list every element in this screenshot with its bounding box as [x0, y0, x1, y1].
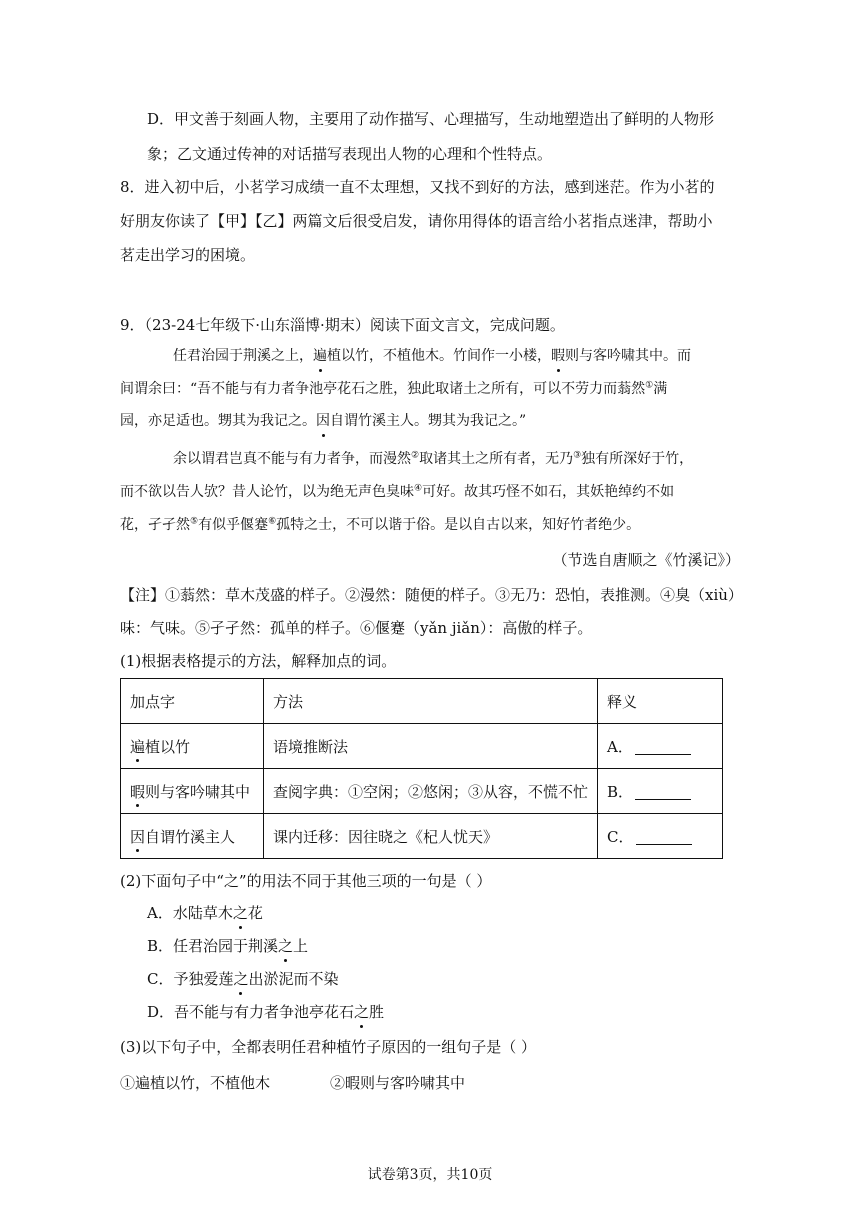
emphasis-char: 之 — [354, 1003, 370, 1021]
table-cell-word: 因自谓竹溪主人 — [121, 814, 264, 859]
q9-sub2-option-a[interactable]: A．水陆草木之花 — [147, 904, 263, 922]
q9-sub3-option-1[interactable]: ①遍植以竹，不植他木 — [120, 1074, 271, 1092]
table-header-row — [121, 679, 723, 724]
q9-notes-line1: 【注】①蓊然：草木茂盛的样子。②漫然：随便的样子。③无乃：恐怕，表推测。④臭（xiù） — [120, 586, 743, 604]
q7-option-d-line1: D．甲文善于刻画人物，主要用了动作描写、心理描写，生动地塑造出了鲜明的人物形 — [147, 110, 715, 128]
table-row — [121, 814, 723, 859]
q9-sub2-option-c[interactable]: C．予独爱莲之出淤泥而不染 — [147, 970, 339, 988]
q8-line2: 好朋友你读了【甲】【乙】两篇文后很受启发，请你用得体的语言给小茗指点迷津，帮助小 — [120, 212, 713, 230]
emphasis-char: 暇 — [130, 782, 146, 801]
table-row — [121, 769, 723, 814]
q9-sub1-prompt: (1)根据表格提示的方法，解释加点的词。 — [120, 652, 397, 670]
table-header-cell: 释义 — [598, 679, 723, 724]
q9-sub3-prompt: (3)以下句子中，全都表明任君种植竹子原因的一组句子是（ ） — [120, 1038, 537, 1056]
q9-notes-line2: 味：气味。⑤孑孑然：孤单的样子。⑥偃蹇（yǎn jiǎn）：高傲的样子。 — [120, 619, 593, 637]
q9-answer-table — [120, 678, 723, 859]
emphasis-char: 遍 — [130, 737, 146, 756]
table-cell-method: 语境推断法 — [264, 724, 598, 769]
q9-sub2-option-d[interactable]: D．吾不能与有力者争池亭花石之胜 — [147, 1003, 385, 1021]
q9-passage-p2-line2: 而不欲以告人欤？昔人论竹，以为绝无声色臭味④可好。故其巧怪不如石，其妖艳绰约不如 — [120, 483, 675, 500]
table-cell-answer[interactable]: C． — [598, 814, 723, 859]
emphasis-char: 暇 — [551, 345, 565, 367]
emphasis-char: 之 — [233, 970, 249, 988]
q9-header: 9．（23-24七年级下·山东淄博·期末）阅读下面文言文，完成问题。 — [120, 316, 565, 334]
page-footer: 试卷第3页，共10页 — [367, 1167, 493, 1183]
answer-blank[interactable] — [635, 740, 691, 755]
emphasis-char: 之 — [278, 937, 294, 955]
q8-line1: 8．进入初中后，小茗学习成绩一直不太理想，又找不到好的方法，感到迷茫。作为小茗的 — [120, 178, 715, 196]
table-cell-method: 查阅字典：①空闲；②悠闲；③从容，不慌不忙 — [264, 769, 598, 814]
answer-blank[interactable] — [636, 830, 692, 845]
q9-passage-p2-line1: 余以谓君岂真不能与有力者争，而漫然②取诸其土之所有者，无乃③独有所深好于竹， — [173, 450, 694, 467]
table-row — [121, 724, 723, 769]
emphasis-char: 因 — [130, 827, 146, 846]
table-cell-word: 暇则与客吟啸其中 — [121, 769, 264, 814]
table-cell-method: 课内迁移：因往晓之《杞人忧天》 — [264, 814, 598, 859]
table-cell-answer[interactable]: B． — [598, 769, 723, 814]
q8-line3: 茗走出学习的困境。 — [120, 246, 256, 264]
table-cell-word: 遍植以竹 — [121, 724, 264, 769]
q9-sub2-option-b[interactable]: B．任君治园于荆溪之上 — [147, 937, 309, 955]
q9-sub3-option-2[interactable]: ②暇则与客吟啸其中 — [330, 1074, 466, 1092]
q7-option-d-line2: 象；乙文通过传神的对话描写表现出人物的心理和个性特点。 — [147, 145, 553, 163]
q9-passage-p1-line2: 间谓余曰：“吾不能与有力者争池亭花石之胜，独此取诸土之所有，可以不劳力而蓊然①满 — [120, 380, 668, 397]
q9-passage-p1-line3: 园，亦足适也。甥其为我记之。因自谓竹溪主人。甥其为我记之。” — [120, 410, 526, 432]
emphasis-char: 遍 — [313, 345, 327, 367]
emphasis-char: 因 — [316, 410, 330, 432]
q9-passage-p1-line1: 任君治园于荆溪之上，遍植以竹，不植他木。竹间作一小楼，暇则与客吟啸其中。而 — [173, 345, 691, 367]
answer-blank[interactable] — [635, 785, 691, 800]
q9-passage-p2-line3: 花，孑孑然⑤有似乎偃蹇⑥孤特之士，不可以谐于俗。是以自古以来，知好竹者绝少。 — [120, 516, 641, 533]
table-header-cell: 方法 — [264, 679, 598, 724]
q9-sub2-prompt: (2)下面句子中“之”的用法不同于其他三项的一句是（ ） — [120, 872, 492, 890]
q9-source: （节选自唐顺之《竹溪记》） — [552, 551, 740, 569]
emphasis-char: 之 — [232, 904, 248, 922]
table-cell-answer[interactable]: A． — [598, 724, 723, 769]
table-header-cell: 加点字 — [121, 679, 264, 724]
